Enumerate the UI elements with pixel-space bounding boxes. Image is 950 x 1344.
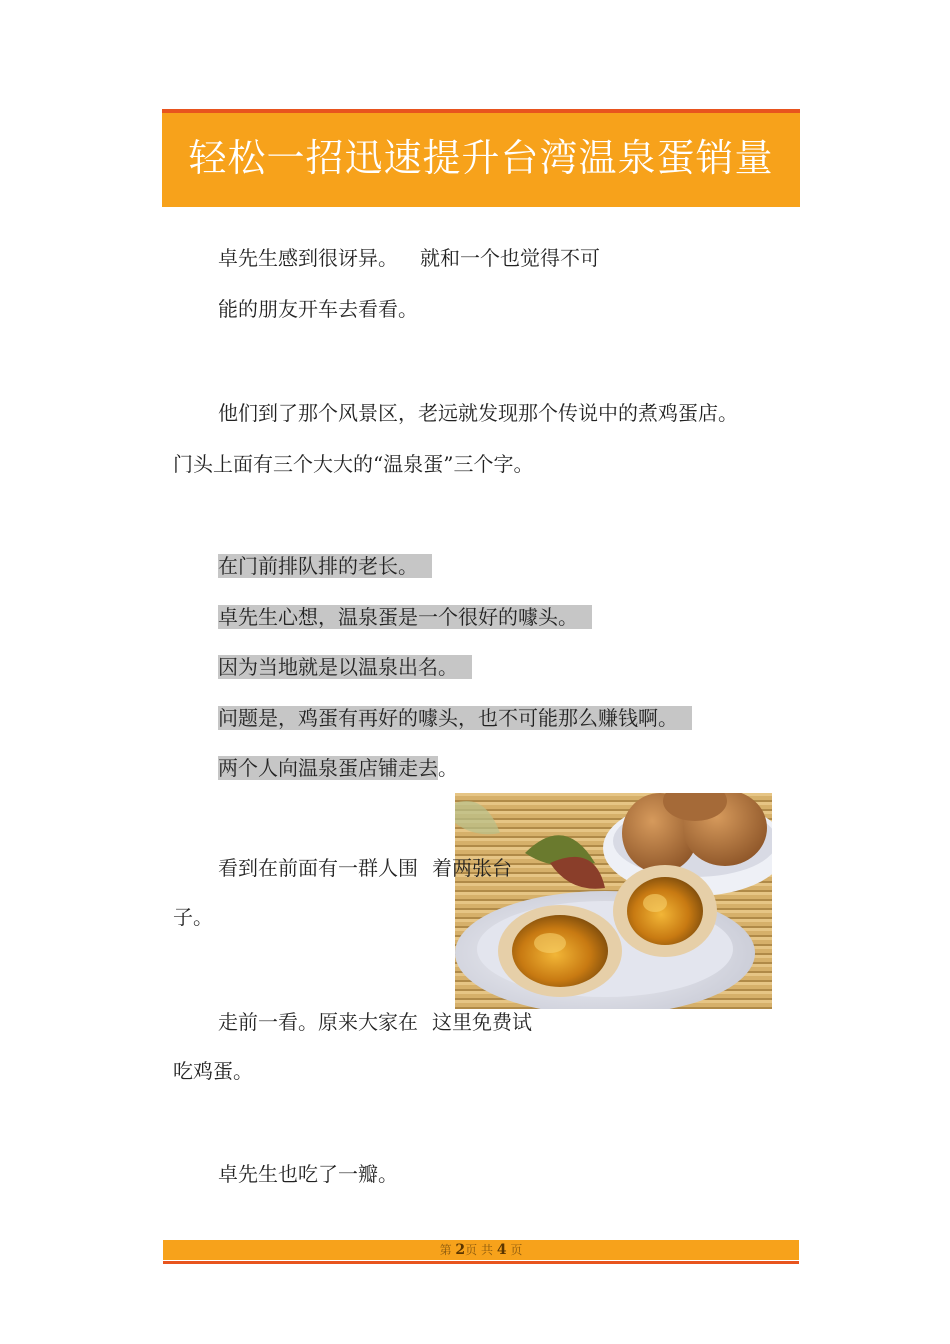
total-pages-number: 4	[496, 1242, 507, 1258]
highlight-text: 卓先生心想，温泉蛋是一个很好的噱头。	[218, 605, 592, 629]
paragraph-1-line-1	[218, 245, 600, 271]
paragraph-1-line-2: 能的朋友开车去看看。	[218, 297, 418, 321]
footer-bar	[163, 1240, 799, 1260]
highlight-text: 两个人向温泉蛋店铺走去	[218, 756, 438, 780]
paragraph-2-line-2: 门头上面有三个大大的“温泉蛋”三个字。	[173, 452, 534, 476]
paragraph-2-line-1: 他们到了那个风景区，老远就发现那个传说中的煮鸡蛋店。	[218, 401, 738, 425]
footer-accent-line	[163, 1261, 799, 1264]
page-title: 轻松一招迅速提升台湾温泉蛋销量	[188, 136, 774, 180]
highlighted-line-5	[218, 755, 458, 781]
current-page-number: 2	[455, 1242, 466, 1258]
highlighted-line-1	[218, 553, 432, 579]
text-span: 就和一个也觉得不可	[420, 246, 600, 270]
eggs-illustration	[455, 793, 772, 1009]
paragraph-4-line-2: 吃鸡蛋。	[173, 1059, 253, 1083]
highlight-text: 因为当地就是以温泉出名。	[218, 655, 472, 679]
hot-spring-eggs-image	[455, 793, 772, 1009]
highlighted-line-4	[218, 705, 692, 731]
text-span: 。	[438, 756, 458, 780]
page-middle: 页 共	[465, 1243, 493, 1257]
page-indicator	[163, 1241, 799, 1259]
highlight-text: 问题是，鸡蛋有再好的噱头，也不可能那么赚钱啊。	[218, 706, 692, 730]
highlighted-line-2	[218, 604, 592, 630]
paragraph-3-line-1	[218, 855, 512, 881]
title-banner	[162, 113, 800, 207]
paragraph-5-line-1: 卓先生也吃了一瓣。	[218, 1162, 398, 1186]
highlighted-line-3	[218, 654, 472, 680]
text-span: 着两张台	[432, 856, 512, 880]
text-span: 走前一看。原来大家在	[218, 1010, 418, 1034]
text-span: 卓先生感到很讶异。	[218, 246, 398, 270]
text-span: 看到在前面有一群人围	[218, 856, 418, 880]
page-suffix: 页	[510, 1243, 523, 1257]
paragraph-4-line-1	[218, 1009, 532, 1035]
paragraph-3-line-2: 子。	[173, 905, 213, 929]
highlight-text: 在门前排队排的老长。	[218, 554, 432, 578]
page-prefix: 第	[439, 1243, 452, 1257]
text-span: 这里免费试	[432, 1010, 532, 1034]
